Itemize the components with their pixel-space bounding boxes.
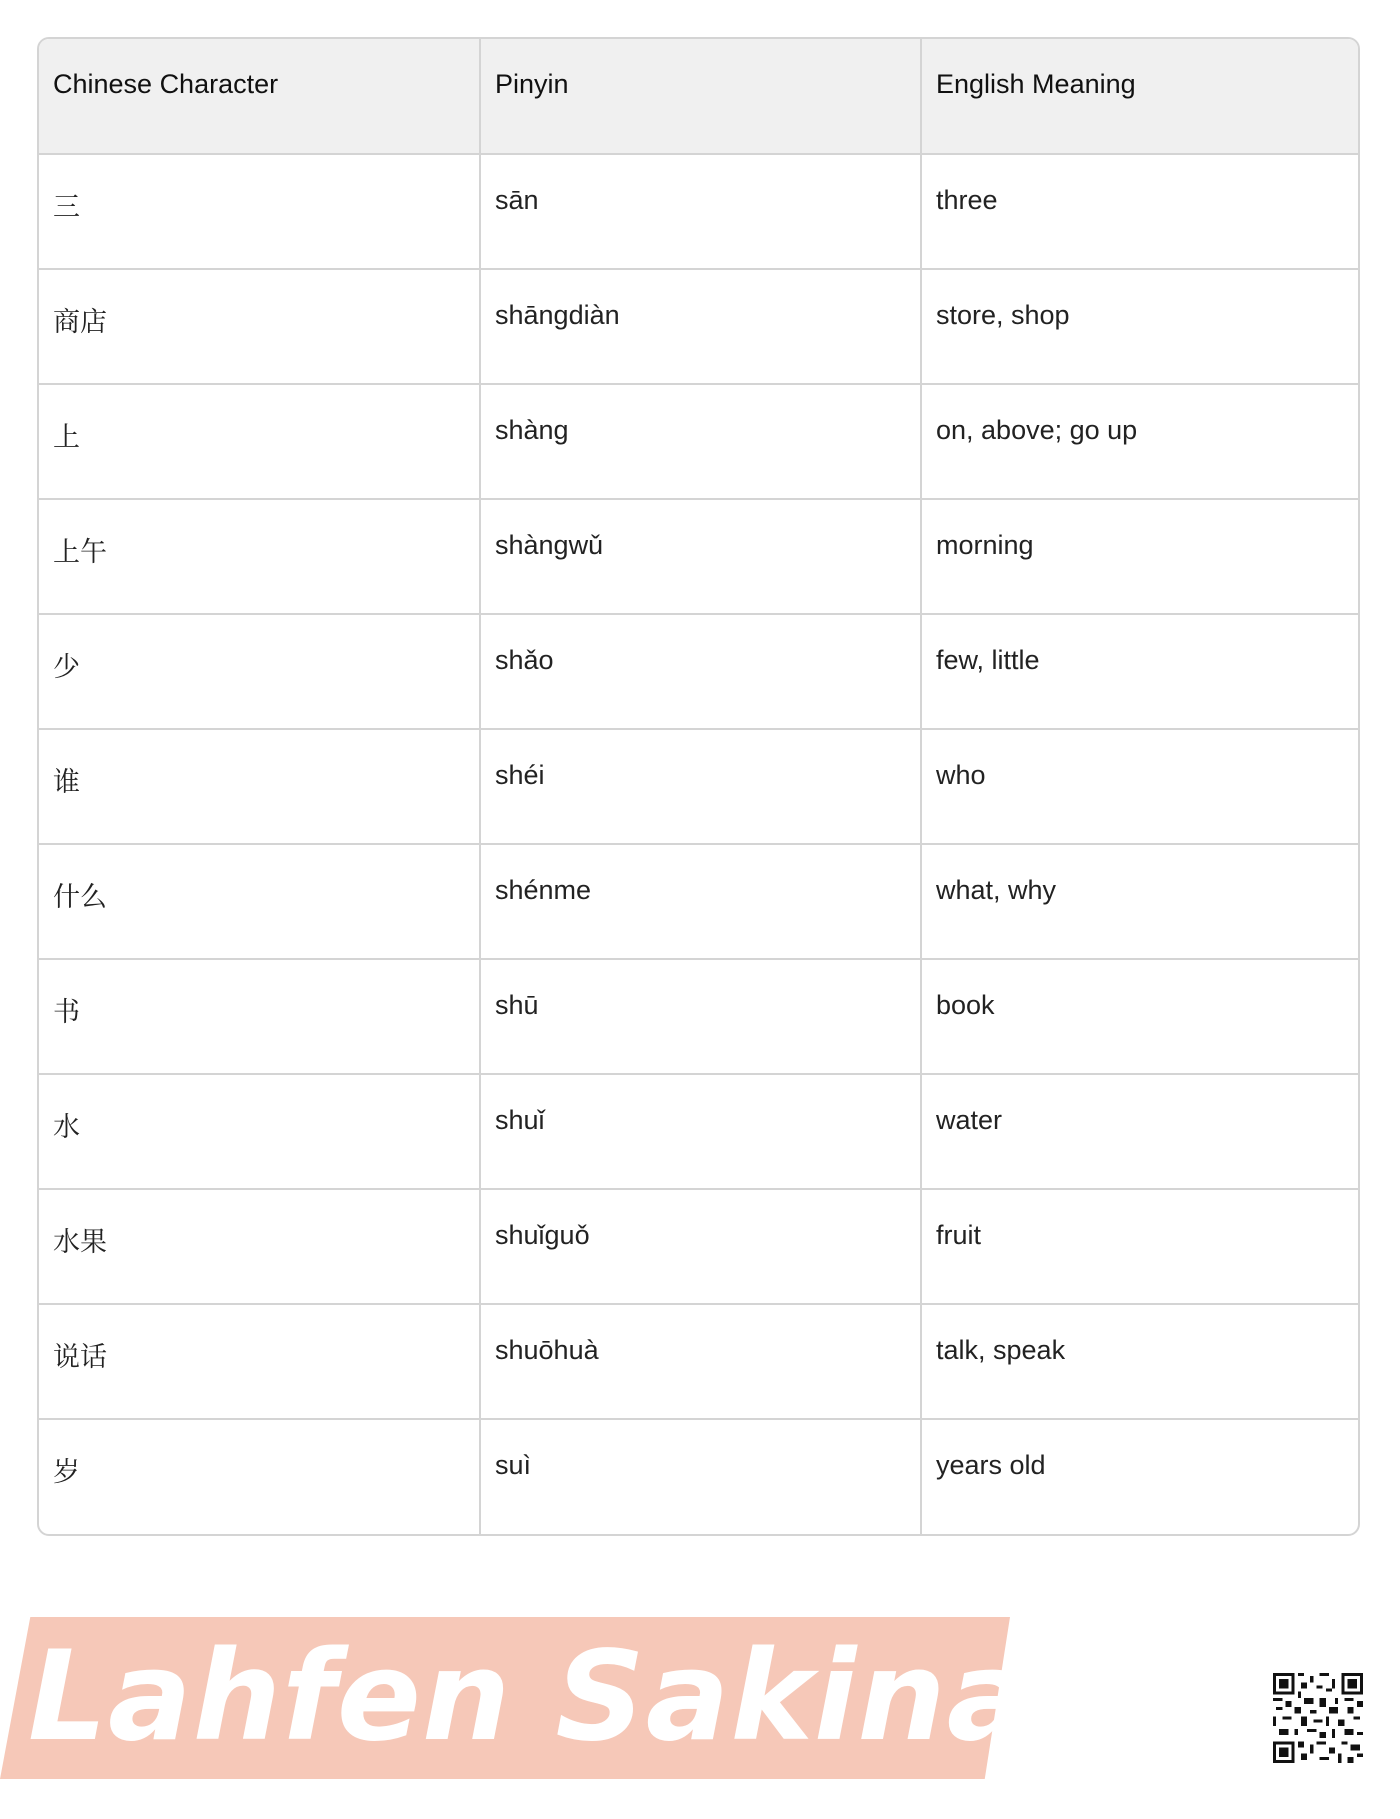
cell-character: 上午 xyxy=(39,499,480,614)
header-english-meaning: English Meaning xyxy=(921,39,1358,154)
cell-pinyin: shénme xyxy=(480,844,921,959)
cell-character: 少 xyxy=(39,614,480,729)
header-pinyin: Pinyin xyxy=(480,39,921,154)
cell-character: 书 xyxy=(39,959,480,1074)
table-row xyxy=(39,1189,1358,1304)
table-row xyxy=(39,729,1358,844)
table-row xyxy=(39,269,1358,384)
cell-meaning: few, little xyxy=(921,614,1358,729)
cell-meaning: on, above; go up xyxy=(921,384,1358,499)
table-row xyxy=(39,1304,1358,1419)
cell-pinyin: shū xyxy=(480,959,921,1074)
table-row xyxy=(39,959,1358,1074)
table-row xyxy=(39,1074,1358,1189)
table-row xyxy=(39,384,1358,499)
cell-meaning: book xyxy=(921,959,1358,1074)
cell-meaning: talk, speak xyxy=(921,1304,1358,1419)
cell-pinyin: shàng xyxy=(480,384,921,499)
cell-meaning: three xyxy=(921,154,1358,269)
cell-character: 说话 xyxy=(39,1304,480,1419)
table-row xyxy=(39,614,1358,729)
vocabulary-table xyxy=(39,39,1358,1534)
cell-meaning: what, why xyxy=(921,844,1358,959)
cell-character: 水 xyxy=(39,1074,480,1189)
cell-character: 谁 xyxy=(39,729,480,844)
cell-meaning: morning xyxy=(921,499,1358,614)
cell-meaning: water xyxy=(921,1074,1358,1189)
cell-meaning: fruit xyxy=(921,1189,1358,1304)
cell-pinyin: shuǐguǒ xyxy=(480,1189,921,1304)
cell-character: 岁 xyxy=(39,1419,480,1534)
cell-character: 什么 xyxy=(39,844,480,959)
header-chinese-character: Chinese Character xyxy=(39,39,480,154)
cell-meaning: years old xyxy=(936,1450,1046,1480)
cell-pinyin: suì xyxy=(480,1419,921,1534)
table-row xyxy=(39,1419,1358,1534)
vocabulary-table-container xyxy=(37,37,1360,1536)
cell-pinyin: shāngdiàn xyxy=(480,269,921,384)
cell-pinyin: shuǐ xyxy=(480,1074,921,1189)
cell-character: 商店 xyxy=(39,269,480,384)
table-row xyxy=(39,499,1358,614)
cell-pinyin: shéi xyxy=(480,729,921,844)
table-header-row xyxy=(39,39,1358,154)
cell-meaning: store, shop xyxy=(921,269,1358,384)
table-row xyxy=(39,844,1358,959)
cell-pinyin: shàngwǔ xyxy=(480,499,921,614)
cell-meaning: who xyxy=(921,729,1358,844)
cell-pinyin: sān xyxy=(480,154,921,269)
cell-character: 水果 xyxy=(39,1189,480,1304)
qr-code-icon xyxy=(1273,1673,1363,1763)
table-body xyxy=(39,154,1358,1534)
cell-pinyin: shuōhuà xyxy=(480,1304,921,1419)
cell-pinyin: shǎo xyxy=(480,614,921,729)
table-row xyxy=(39,154,1358,269)
brand-name: Lahfen Sakina xyxy=(28,1625,1032,1769)
cell-character: 三 xyxy=(39,154,480,269)
cell-character: 上 xyxy=(39,384,480,499)
